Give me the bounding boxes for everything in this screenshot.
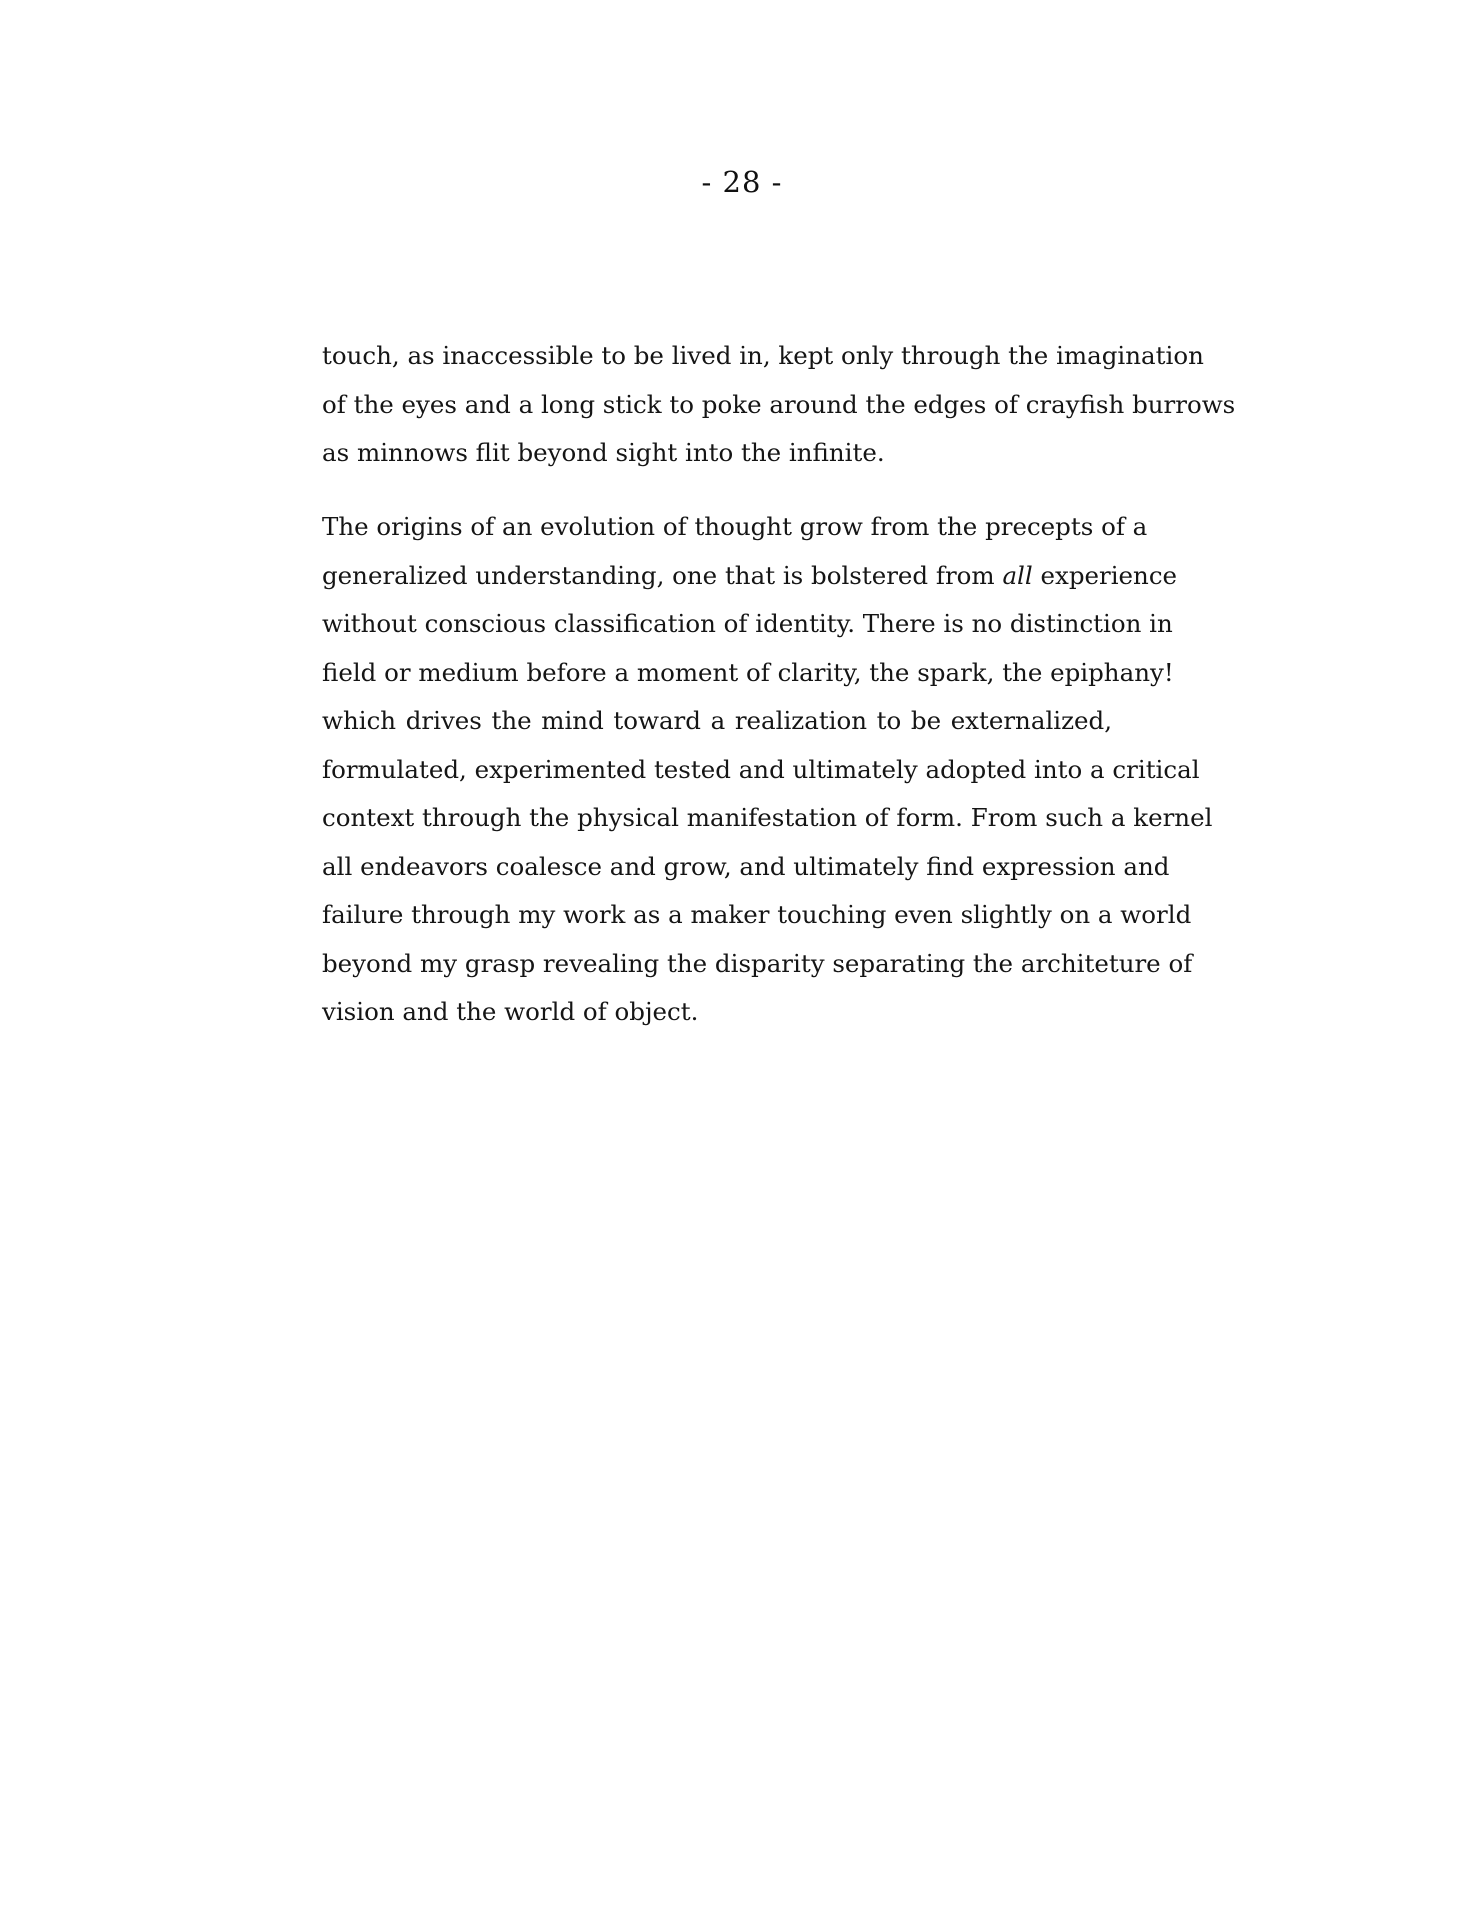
- paragraph-line: formulated, experimented tested and ultimately adopted into a critical: [322, 754, 1200, 784]
- paragraph-1: [322, 332, 1236, 478]
- emphasized-word: all: [1002, 560, 1033, 590]
- paragraph-line: beyond my grasp revealing the disparity separating the architeture of: [322, 948, 1193, 978]
- paragraph-line: touch, as inaccessible to be lived in, kept only through the imagination: [322, 341, 1204, 370]
- paragraph-line: The origins of an evolution of thought grow from the precepts of a: [322, 512, 1148, 541]
- paragraph-line: all endeavors coalesce and grow, and ultimately find expression and: [322, 851, 1170, 881]
- line-text-after: experience: [1032, 560, 1178, 590]
- paragraph-line: field or medium before a moment of clarity, the spark, the epiphany!: [322, 657, 1174, 687]
- paragraph-line: vision and the world of object.: [322, 997, 699, 1026]
- paragraph-line-with-emphasis: [322, 552, 1178, 601]
- paragraph-2: [322, 503, 1213, 1037]
- line-text-before: generalized understanding, one that is bolstered from: [322, 560, 1003, 590]
- paragraph-line: without conscious classification of identity. There is no distinction in: [322, 609, 1173, 638]
- paragraph-line: failure through my work as a maker touching even slightly on a world: [322, 900, 1192, 929]
- paragraph-line: context through the physical manifestation of form. From such a kernel: [322, 803, 1213, 832]
- paragraph-line: as minnows flit beyond sight into the infinite.: [322, 438, 885, 467]
- paragraph-line: which drives the mind toward a realization to be externalized,: [322, 706, 1112, 735]
- page-number: - 28 -: [701, 165, 783, 199]
- paragraph-line: of the eyes and a long stick to poke around the edges of crayfish burrows: [322, 389, 1236, 419]
